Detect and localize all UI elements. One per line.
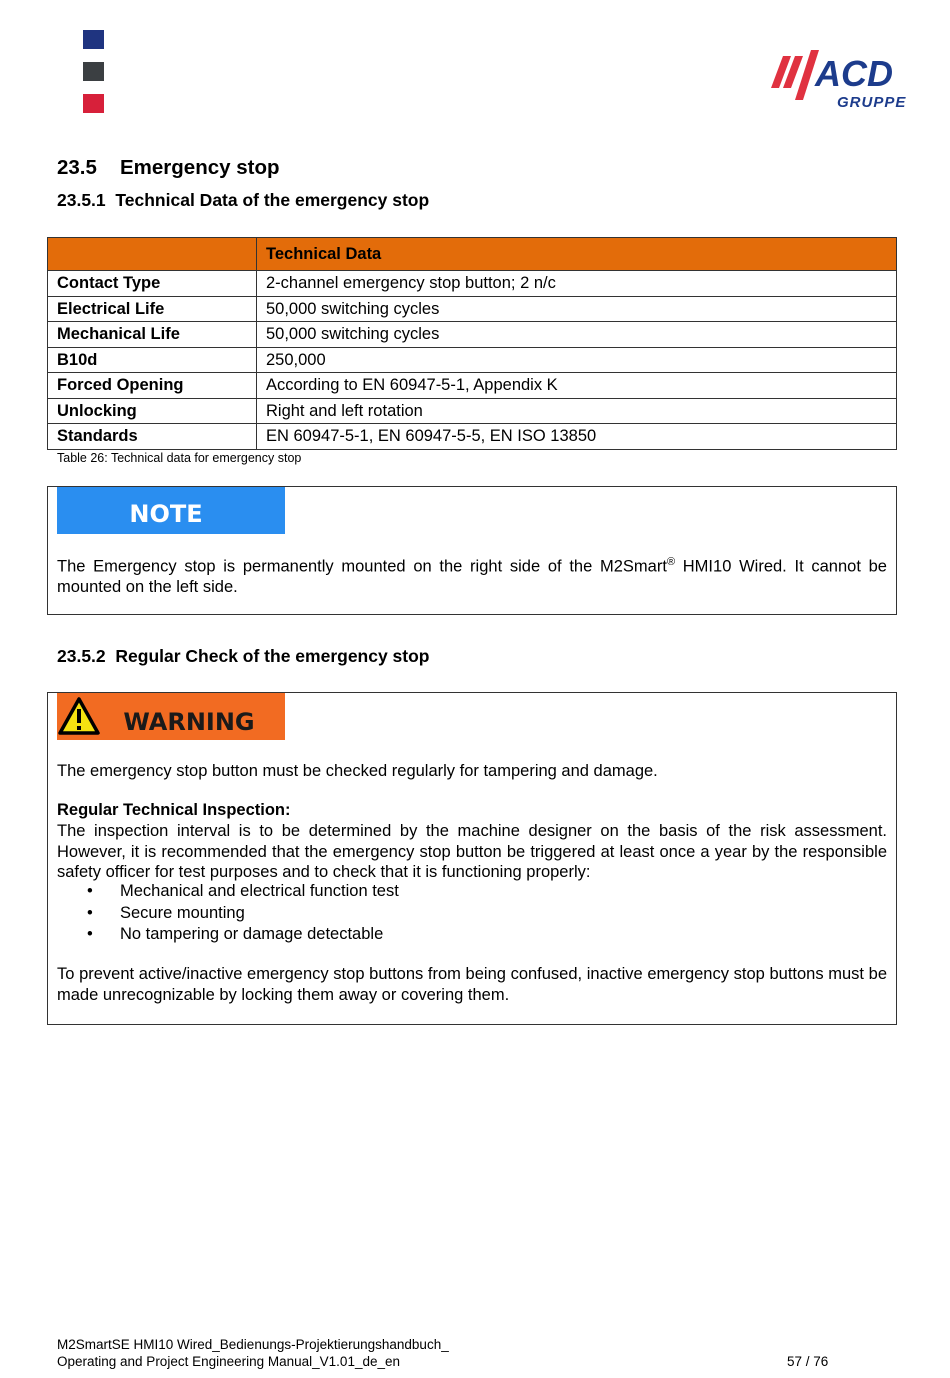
brand-square-blue <box>83 30 104 49</box>
table-caption: Table 26: Technical data for emergency stop <box>57 451 302 465</box>
list-item: • No tampering or damage detectable <box>57 924 399 946</box>
table-cell-key: Unlocking <box>48 398 257 424</box>
table-cell-value: 50,000 switching cycles <box>257 296 897 322</box>
footer-line-2: Operating and Project Engineering Manual_V1.01_de_en <box>57 1354 400 1369</box>
inspection-list <box>57 881 399 946</box>
table-header-row <box>48 238 897 271</box>
table-header-empty-cell <box>48 238 257 271</box>
table-cell-value: 250,000 <box>257 347 897 373</box>
table-header-cell: Technical Data <box>257 238 897 271</box>
inspection-paragraph: The inspection interval is to be determined by the machine designer on the basis of the risk assessment. However, it is recommended that the emergency stop button be triggered at least once a year by the responsible safety officer for test purposes and to check that it is functioning properly: <box>57 822 887 881</box>
inspection-heading: Regular Technical Inspection: <box>57 801 291 819</box>
logo-sub-text: GRUPPE <box>837 94 907 111</box>
table-cell-key: Electrical Life <box>48 296 257 322</box>
list-item: • Mechanical and electrical function test <box>57 881 399 903</box>
table-row <box>48 347 897 373</box>
table-row <box>48 296 897 322</box>
section-heading <box>57 156 280 180</box>
table-row <box>48 322 897 348</box>
note-banner <box>57 487 285 534</box>
warning-banner <box>57 693 285 740</box>
subsection-heading-regular-check <box>57 646 430 667</box>
subsection-title: Technical Data of the emergency stop <box>115 190 430 210</box>
table-cell-key: Mechanical Life <box>48 322 257 348</box>
table-cell-value: According to EN 60947-5-1, Appendix K <box>257 373 897 399</box>
logo-main-text: ACD <box>815 53 893 94</box>
note-label: NOTE <box>129 500 203 528</box>
brand-square-gray <box>83 62 104 81</box>
subsection-heading-technical-data <box>57 190 429 211</box>
table-cell-key: B10d <box>48 347 257 373</box>
closing-paragraph: To prevent active/inactive emergency stop buttons from being confused, inactive emergency stop buttons must be made unrecognizable by locking them away or covering them. <box>57 965 887 1004</box>
subsection-title: Regular Check of the emergency stop <box>115 646 430 666</box>
brand-square-red <box>83 94 104 113</box>
footer-line-1: M2SmartSE HMI10 Wired_Bedienungs-Projektierungshandbuch_ <box>57 1337 449 1352</box>
technical-data-table <box>47 237 897 450</box>
table-cell-value: 2-channel emergency stop button; 2 n/c <box>257 271 897 297</box>
table-row <box>48 271 897 297</box>
page-number: 57 / 76 <box>787 1354 829 1369</box>
table-cell-key: Contact Type <box>48 271 257 297</box>
table-cell-key: Standards <box>48 424 257 450</box>
table-row <box>48 373 897 399</box>
subsection-number: 23.5.1 <box>57 190 106 210</box>
acd-gruppe-logo <box>765 46 920 112</box>
table-cell-value: EN 60947-5-1, EN 60947-5-5, EN ISO 13850 <box>257 424 897 450</box>
subsection-number: 23.5.2 <box>57 646 106 666</box>
warning-intro: The emergency stop button must be checked regularly for tampering and damage. <box>57 762 658 780</box>
registered-mark: ® <box>666 556 676 568</box>
section-number: 23.5 <box>57 156 97 179</box>
table-cell-value: Right and left rotation <box>257 398 897 424</box>
warning-label: WARNING <box>123 708 255 736</box>
table-row <box>48 424 897 450</box>
note-text-part-a: The Emergency stop is permanently mounted on the right side of the M2Smart <box>57 557 667 576</box>
section-title: Emergency stop <box>120 156 280 179</box>
list-item: • Secure mounting <box>57 903 399 925</box>
table-cell-key: Forced Opening <box>48 373 257 399</box>
note-text-part-b: HMI10 Wired. It cannot be mounted on the left side. <box>57 557 887 596</box>
note-text <box>57 552 887 598</box>
table-cell-value: 50,000 switching cycles <box>257 322 897 348</box>
table-row <box>48 398 897 424</box>
logo-slashes <box>771 50 819 100</box>
